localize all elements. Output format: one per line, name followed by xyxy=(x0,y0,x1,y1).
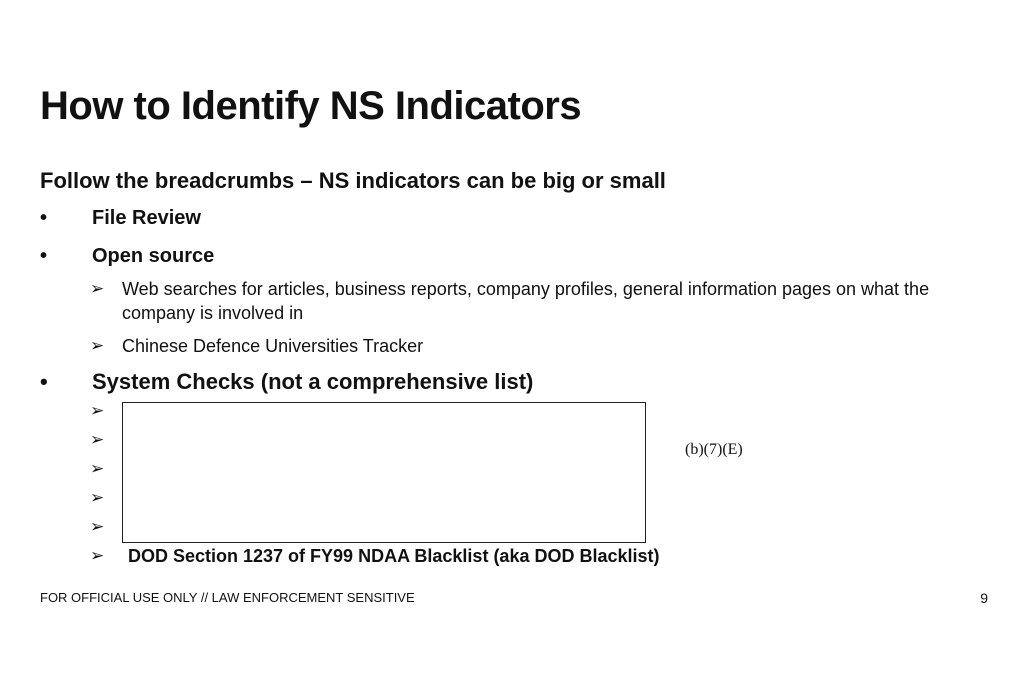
arrow-bullet-icon: ➢ xyxy=(90,459,105,478)
bullet-dot-icon: • xyxy=(40,245,48,267)
redaction-box xyxy=(122,402,646,543)
bullet-dot-icon: • xyxy=(40,207,48,229)
page-number: 9 xyxy=(980,590,988,606)
sub-item-defence-tracker: Chinese Defence Universities Tracker xyxy=(122,336,424,356)
sub-item-dod-blacklist: DOD Section 1237 of FY99 NDAA Blacklist (aka DOD Blacklist) xyxy=(128,546,660,566)
bullet-dot-icon: • xyxy=(40,369,48,394)
redaction-code: (b)(7)(E) xyxy=(685,441,743,458)
arrow-bullet-icon: ➢ xyxy=(90,430,105,449)
arrow-bullet-icon: ➢ xyxy=(90,517,105,536)
slide-subtitle: Follow the breadcrumbs – NS indicators can be big or small xyxy=(40,168,666,193)
arrow-bullet-icon: ➢ xyxy=(90,336,105,355)
bullet-label: Open source xyxy=(92,245,215,267)
arrow-bullet-icon: ➢ xyxy=(90,279,105,298)
slide-title: How to Identify NS Indicators xyxy=(40,84,582,128)
classification-footer: FOR OFFICIAL USE ONLY // LAW ENFORCEMENT SENSITIVE xyxy=(40,590,415,605)
arrow-bullet-icon: ➢ xyxy=(90,546,105,565)
arrow-bullet-icon: ➢ xyxy=(90,401,105,420)
sub-item-web-searches: Web searches for articles, business reports, company profiles, general information pages on what the company is involved in xyxy=(122,279,930,323)
arrow-bullet-icon: ➢ xyxy=(90,488,105,507)
bullet-label: File Review xyxy=(92,207,201,229)
bullet-label: System Checks (not a comprehensive list) xyxy=(92,369,534,394)
